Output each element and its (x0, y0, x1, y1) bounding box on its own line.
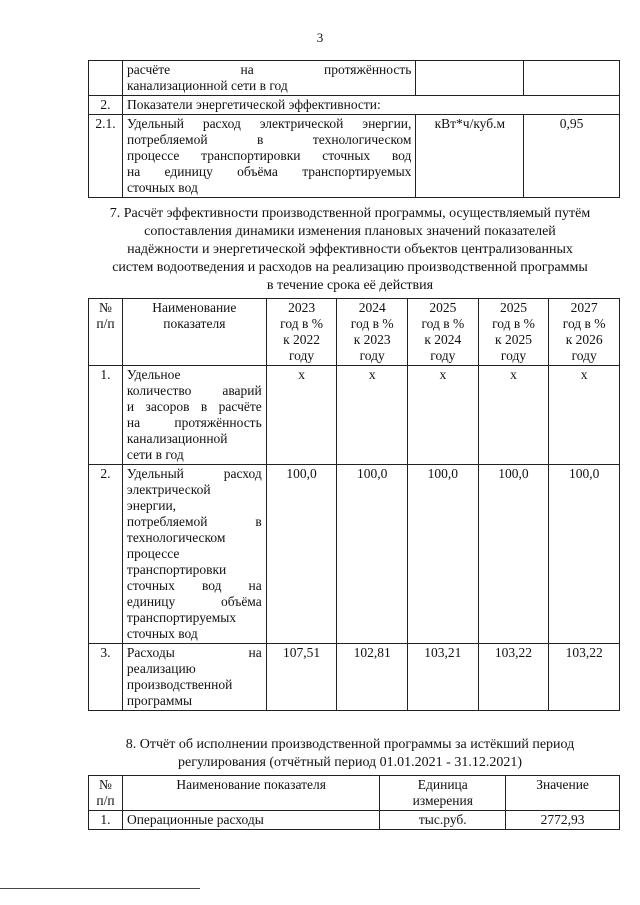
indicator-name-line: процессе транспортировки сточных вод (126, 148, 412, 163)
page-number: 3 (316, 30, 324, 45)
indicator-name: Операционные расходы (122, 811, 379, 830)
header-line: к 2023 (353, 332, 391, 347)
section-8-heading (60, 736, 640, 772)
heading-line: сопоставления динамики изменения плановых значений показателей (144, 224, 556, 239)
indicator-name-line: технологическом (126, 530, 226, 545)
indicator-name-line: сточных вод (126, 626, 198, 641)
table-row (89, 115, 620, 198)
header-line: году (500, 348, 527, 363)
indicator-name-line: транспортировки (126, 562, 227, 577)
indicator-name-line: реализацию (126, 661, 196, 676)
indicator-name-line: энергии, (126, 498, 177, 513)
value-cell (524, 61, 620, 96)
indicator-name-line: потребляемой в (126, 514, 262, 529)
header-line: год в % (492, 316, 535, 331)
row-number: 1. (89, 366, 123, 465)
column-header-year (408, 299, 479, 366)
indicator-name-line: сточных вод (126, 180, 198, 195)
row-number: 2. (89, 465, 123, 644)
header-line: год в % (421, 316, 465, 331)
column-header-name: Наименование показателя (122, 776, 379, 811)
value-cell: х (478, 366, 549, 465)
indicator-name-line: Удельный расход электрической энергии, (126, 116, 412, 131)
header-line: 2025 (499, 300, 527, 315)
value-cell: х (408, 366, 479, 465)
value-cell: 107,51 (266, 644, 337, 711)
indicator-name-line: на протяжённость (126, 415, 262, 430)
indicator-name-line: количество аварий (126, 383, 262, 398)
heading-line: 8. Отчёт об исполнении производственной программы за истёкший период (125, 737, 575, 752)
indicator-name (122, 644, 266, 711)
value-cell: 103,21 (408, 644, 479, 711)
indicator-name (122, 366, 266, 465)
header-line: к 2025 (495, 332, 532, 347)
table-row (89, 644, 620, 711)
indicator-name-line: Удельный расход (126, 466, 262, 481)
report-table (88, 775, 620, 830)
row-number (89, 61, 123, 96)
heading-line: регулирования (отчётный период 01.01.2021 - 31.12.2021) (178, 755, 522, 770)
column-header-number (89, 776, 123, 811)
unit-cell (416, 61, 524, 96)
column-header-unit (380, 776, 506, 811)
value-cell: 100,0 (266, 465, 337, 644)
header-line: году (571, 348, 597, 363)
value-cell: 2772,93 (506, 811, 620, 830)
header-line: году (288, 348, 315, 363)
heading-line: в течение срока её действия (266, 278, 434, 293)
header-line: 2023 (288, 300, 316, 315)
indicator-name-line: производственной (126, 677, 233, 692)
table-row (89, 61, 620, 96)
header-line: 2024 (358, 300, 386, 315)
indicator-name-line: транспортируемых (126, 610, 237, 625)
table-header-row (89, 776, 620, 811)
header-line: к 2026 (565, 332, 603, 347)
header-line: к 2024 (424, 332, 462, 347)
table-header-row (89, 299, 620, 366)
header-line: п/п (96, 316, 115, 331)
column-header-year (266, 299, 337, 366)
column-header-year (337, 299, 408, 366)
indicator-name-line: процессе (126, 546, 180, 561)
header-line: году (430, 348, 456, 363)
indicator-name-line: Удельное (126, 367, 181, 382)
indicator-name-line: и засоров в расчёте (126, 399, 262, 414)
header-line: год в % (562, 316, 606, 331)
value-cell: х (549, 366, 620, 465)
table-row (89, 366, 620, 465)
indicator-name (122, 465, 266, 644)
header-line: измерения (412, 793, 473, 808)
indicators-table-continuation (88, 60, 620, 198)
indicator-name-line: сети в год (126, 447, 184, 462)
heading-line: систем водоотведения и расходов на реализацию производственной программы (112, 260, 588, 275)
row-number: 3. (89, 644, 123, 711)
value-cell: 100,0 (408, 465, 479, 644)
indicator-name (122, 61, 415, 96)
header-line: 2025 (429, 300, 457, 315)
header-line: год в % (280, 316, 323, 331)
heading-line: 7. Расчёт эффективности производственной программы, осуществляемый путём (109, 206, 591, 221)
indicator-name-line: единицу объёма (126, 594, 262, 609)
value-cell: 100,0 (337, 465, 408, 644)
value-cell: 103,22 (478, 644, 549, 711)
table-row (89, 811, 620, 830)
header-line: Наименование (152, 300, 237, 315)
header-line: показателя (163, 316, 226, 331)
header-line: Единица (417, 777, 468, 792)
indicator-name-line: канализационной сети в год (126, 78, 288, 93)
value-cell: х (337, 366, 408, 465)
indicator-name-line: сточных вод на (126, 578, 262, 593)
value-cell: 102,81 (337, 644, 408, 711)
table-row (89, 96, 620, 115)
row-number: 2. (89, 96, 123, 115)
value-cell: х (266, 366, 337, 465)
indicator-name-line: канализационной (126, 431, 228, 446)
header-line: № (99, 300, 112, 315)
value-cell: 0,95 (524, 115, 620, 198)
column-header-value: Значение (506, 776, 620, 811)
column-header-number (89, 299, 123, 366)
column-header-year (549, 299, 620, 366)
header-line: к 2022 (283, 332, 321, 347)
footnote-divider (0, 888, 200, 890)
heading-line: надёжности и энергетической эффективности объектов централизованных (127, 242, 573, 257)
column-header-year (478, 299, 549, 366)
section-7-heading (60, 205, 640, 295)
unit-cell: тыс.руб. (380, 811, 506, 830)
table-row (89, 465, 620, 644)
indicator-name-line: расчёте на протяжённость (126, 62, 412, 77)
value-cell: 100,0 (549, 465, 620, 644)
header-line: году (359, 348, 385, 363)
indicator-name-line: на единицу объёма транспортируемых (126, 164, 412, 179)
row-number: 1. (89, 811, 123, 830)
efficiency-table (88, 298, 620, 711)
indicator-name-line: программы (126, 693, 193, 708)
unit-cell: кВт*ч/куб.м (416, 115, 524, 198)
section-label: Показатели энергетической эффективности: (122, 96, 619, 115)
row-number: 2.1. (89, 115, 123, 198)
header-line: год в % (350, 316, 394, 331)
indicator-name-line: электрической (126, 482, 211, 497)
header-line: п/п (96, 793, 115, 808)
indicator-name-line: Расходы на (126, 645, 262, 660)
indicator-name-line: потребляемой в технологическом (126, 132, 412, 147)
header-line: № (99, 777, 112, 792)
value-cell: 103,22 (549, 644, 620, 711)
column-header-name (122, 299, 266, 366)
indicator-name (122, 115, 415, 198)
value-cell: 100,0 (478, 465, 549, 644)
header-line: 2027 (570, 300, 598, 315)
